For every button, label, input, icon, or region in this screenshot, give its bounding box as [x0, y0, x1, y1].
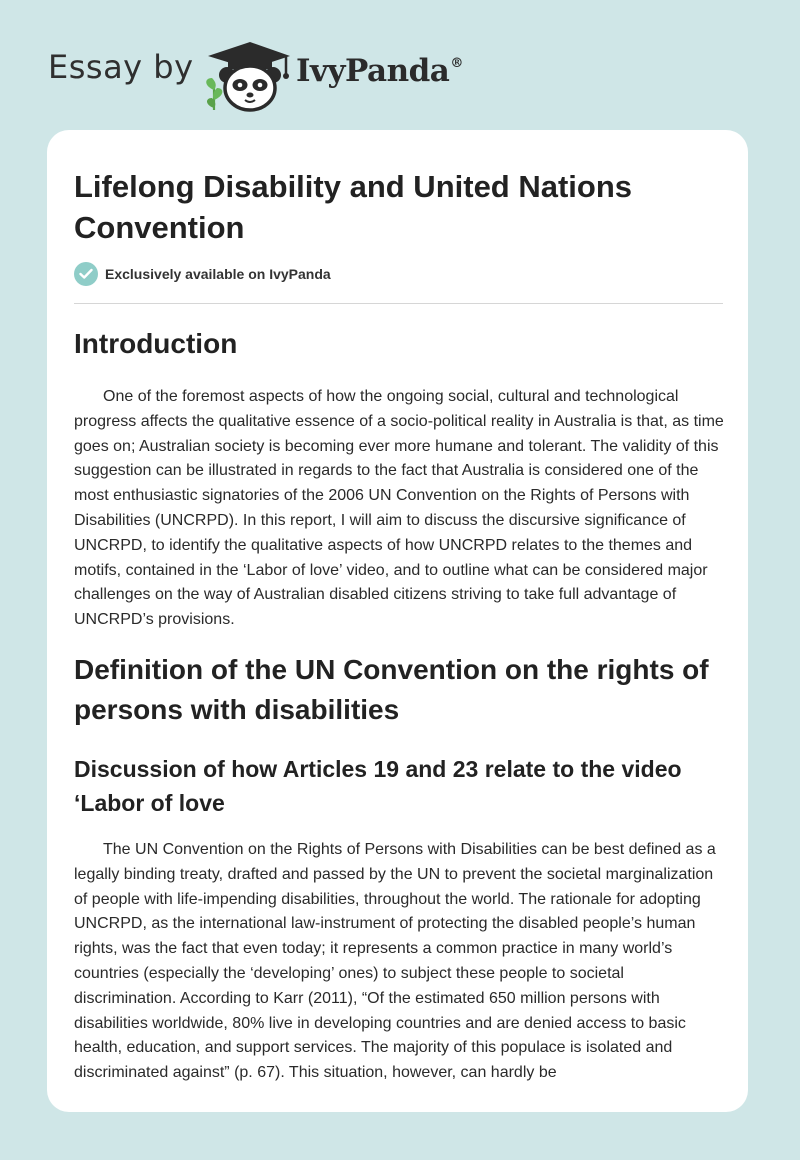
- exclusive-badge-text: Exclusively available on IvyPanda: [105, 266, 331, 282]
- essay-by-label: Essay by: [48, 48, 194, 86]
- divider: [74, 303, 723, 304]
- site-header: [0, 0, 800, 130]
- introduction-paragraph: One of the foremost aspects of how the ongoing social, cultural and technological progress affects the qualitative essence of a socio-political reality in Australia is that, as time goes on; Australian society is becoming ever more humane and tolerant. The validity of this suggestion can be illustrated in regards to the fact that Australia is considered one of the most enthusiastic signatories of the 2006 UN Convention on the Rights of Persons with Disabilities (UNCRPD). In this report, I will aim to discuss the discursive significance of UNCRPD, to identify the qualitative aspects of how UNCRPD relates to the themes and motifs, contained in the ‘Labor of love’ video, and to outline what can be considered major challenges on the way of Australian disabled citizens striving to take full advantage of UNCRPD’s provisions.: [74, 388, 724, 629]
- brand-text: IvyPanda: [296, 53, 450, 89]
- section-heading-introduction: Introduction: [74, 328, 238, 359]
- registered-mark: ®: [450, 56, 463, 71]
- panda-logo-icon[interactable]: [200, 36, 296, 112]
- brand-name[interactable]: [296, 53, 463, 89]
- section-heading-definition: Definition of the UN Convention on the rights of persons with disabilities: [74, 654, 709, 725]
- definition-paragraph: The UN Convention on the Rights of Persons with Disabilities can be best defined as a legally binding treaty, drafted and passed by the UN to prevent the societal marginalization of people with life-impending disabilities, throughout the world. The rationale for adopting UNCRPD, as the international law-instrument of protecting the disabled people’s human rights, was the fact that even today; it represents a common practice in many world’s countries (especially the ‘developing’ ones) to subject these people to societal discrimination. According to Karr (2011), “Of the estimated 650 million persons with disabilities worldwide, 80% live in developing countries and are denied access to basic health, education, and support services. The majority of this populace is isolated and discriminated against” (p. 67). This situation, however, can hardly be: [74, 841, 716, 1082]
- page-title: Lifelong Disability and United Nations Convention: [74, 169, 633, 245]
- check-circle-icon: [74, 262, 98, 286]
- subheading-articles: Discussion of how Articles 19 and 23 relate to the video ‘Labor of love: [74, 756, 682, 816]
- essay-card: [47, 130, 748, 1112]
- exclusive-badge: [74, 262, 331, 286]
